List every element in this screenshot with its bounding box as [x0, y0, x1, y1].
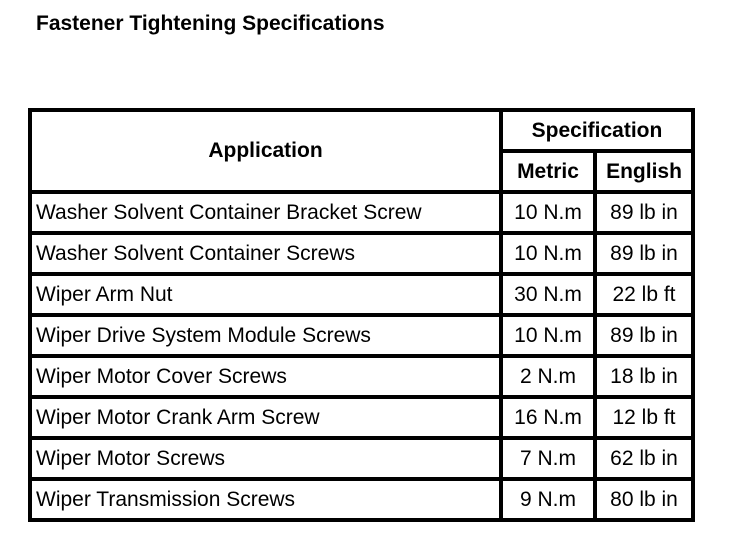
application-cell: Washer Solvent Container Screws	[32, 235, 503, 276]
table-row	[32, 194, 695, 235]
english-cell: 89 lb in	[597, 194, 695, 235]
application-cell: Wiper Motor Crank Arm Screw	[32, 399, 503, 440]
application-cell: Wiper Drive System Module Screws	[32, 317, 503, 358]
page-title: Fastener Tightening Specifications	[36, 12, 385, 35]
application-cell: Wiper Motor Screws	[32, 440, 503, 481]
table-row	[32, 399, 695, 440]
header-english: English	[597, 153, 695, 194]
application-cell: Wiper Motor Cover Screws	[32, 358, 503, 399]
application-cell: Washer Solvent Container Bracket Screw	[32, 194, 503, 235]
metric-cell: 10 N.m	[503, 317, 597, 358]
english-cell: 89 lb in	[597, 235, 695, 276]
header-application: Application	[32, 112, 503, 194]
table-row	[32, 440, 695, 481]
english-cell: 18 lb in	[597, 358, 695, 399]
english-cell: 12 lb ft	[597, 399, 695, 440]
english-cell: 80 lb in	[597, 481, 695, 522]
table-row	[32, 358, 695, 399]
metric-cell: 30 N.m	[503, 276, 597, 317]
table-row	[32, 235, 695, 276]
english-cell: 89 lb in	[597, 317, 695, 358]
table-row	[32, 276, 695, 317]
application-cell: Wiper Transmission Screws	[32, 481, 503, 522]
metric-cell: 9 N.m	[503, 481, 597, 522]
table-row	[32, 481, 695, 522]
english-cell: 62 lb in	[597, 440, 695, 481]
application-cell: Wiper Arm Nut	[32, 276, 503, 317]
english-cell: 22 lb ft	[597, 276, 695, 317]
metric-cell: 16 N.m	[503, 399, 597, 440]
metric-cell: 10 N.m	[503, 194, 597, 235]
header-specification: Specification	[503, 112, 695, 153]
metric-cell: 7 N.m	[503, 440, 597, 481]
metric-cell: 2 N.m	[503, 358, 597, 399]
metric-cell: 10 N.m	[503, 235, 597, 276]
fastener-spec-table	[28, 108, 695, 522]
table-row	[32, 317, 695, 358]
header-metric: Metric	[503, 153, 597, 194]
header-row	[32, 112, 695, 153]
